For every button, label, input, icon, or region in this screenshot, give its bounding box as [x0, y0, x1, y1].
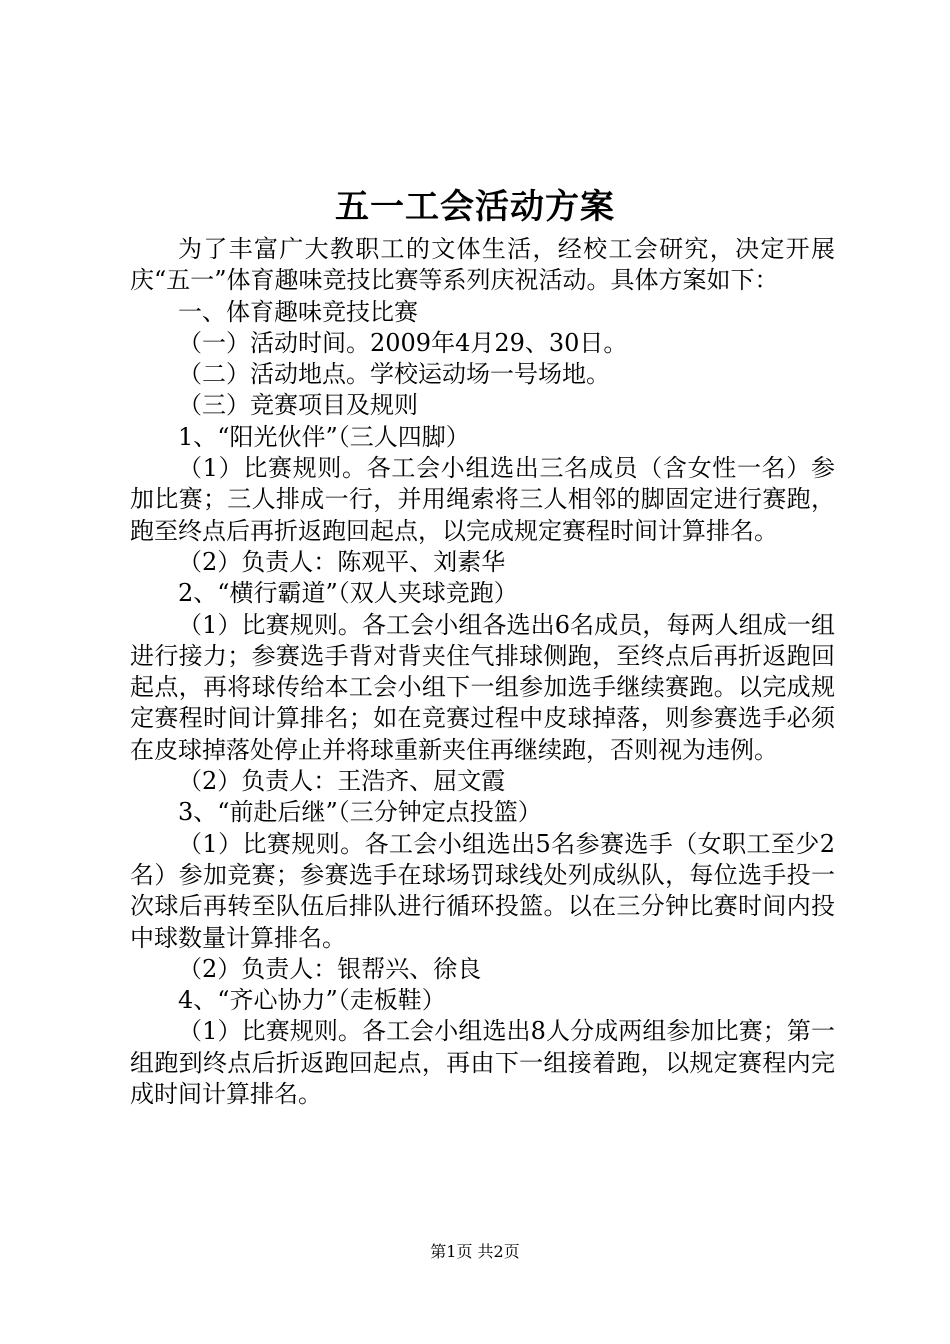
event-1-rules: （1）比赛规则。各工会小组选出三名成员（含女性一名）参加比赛；三人排成一行，并用绳索将三人相邻的脚固定进行赛跑，跑至终点后再折返跑回起点，以完成规定赛程时间计算排名。 — [130, 454, 835, 545]
event-1-organizers: （2）负责人：陈观平、刘素华 — [178, 547, 506, 576]
activity-location: （二）活动地点。学校运动场一号场地。 — [178, 360, 610, 389]
page-number-footer: 第1页 共2页 — [430, 1242, 520, 1261]
event-2-organizers: （2）负责人：王浩齐、屈文霞 — [178, 767, 506, 796]
event-3-organizers: （2）负责人：银帮兴、徐良 — [178, 954, 482, 983]
intro-paragraph: 为了丰富广大教职工的文体生活，经校工会研究，决定开展庆“五一”体育趣味竞技比赛等系列庆祝活动。具体方案如下： — [130, 235, 835, 295]
event-3-heading: 3、“前赴后继”（三分钟定点投篮） — [178, 798, 542, 827]
event-2-rules: （1）比赛规则。各工会小组各选出6名成员，每两人组成一组进行接力；参赛选手背对背夹住气排球侧跑，至终点后再折返跑回起点，再将球传给本工会小组下一组参加选手继续赛跑。以完成规定赛程时间计算排名；如在竞赛过程中皮球掉落，则参赛选手必须在皮球掉落处停止并将球重新夹住再继续跑，否则视为违例。 — [130, 610, 835, 764]
document-body — [130, 234, 835, 1110]
event-2-heading: 2、“横行霸道”（双人夹球竞跑） — [178, 579, 518, 608]
event-4-rules: （1）比赛规则。各工会小组选出8人分成两组参加比赛；第一组跑到终点后折返跑回起点，再由下一组接着跑，以规定赛程内完成时间计算排名。 — [130, 1017, 835, 1109]
activity-time: （一）活动时间。2009年4月29、30日。 — [178, 328, 628, 357]
event-4-heading: 4、“齐心协力”（走板鞋） — [178, 986, 446, 1015]
event-3-rules: （1）比赛规则。各工会小组选出5名参赛选手（女职工至少2名）参加竞赛；参赛选手在球场罚球线处列成纵队，每位选手投一次球后再转至队伍后排队进行循环投篮。以在三分钟比赛时间内投中球数量计算排名。 — [130, 829, 835, 952]
section-heading-1: 一、体育趣味竞技比赛 — [178, 297, 418, 326]
competition-items-heading: （三）竞赛项目及规则 — [178, 391, 418, 420]
event-1-heading: 1、“阳光伙伴”（三人四脚） — [178, 422, 470, 451]
document-title: 五一工会活动方案 — [335, 187, 615, 227]
